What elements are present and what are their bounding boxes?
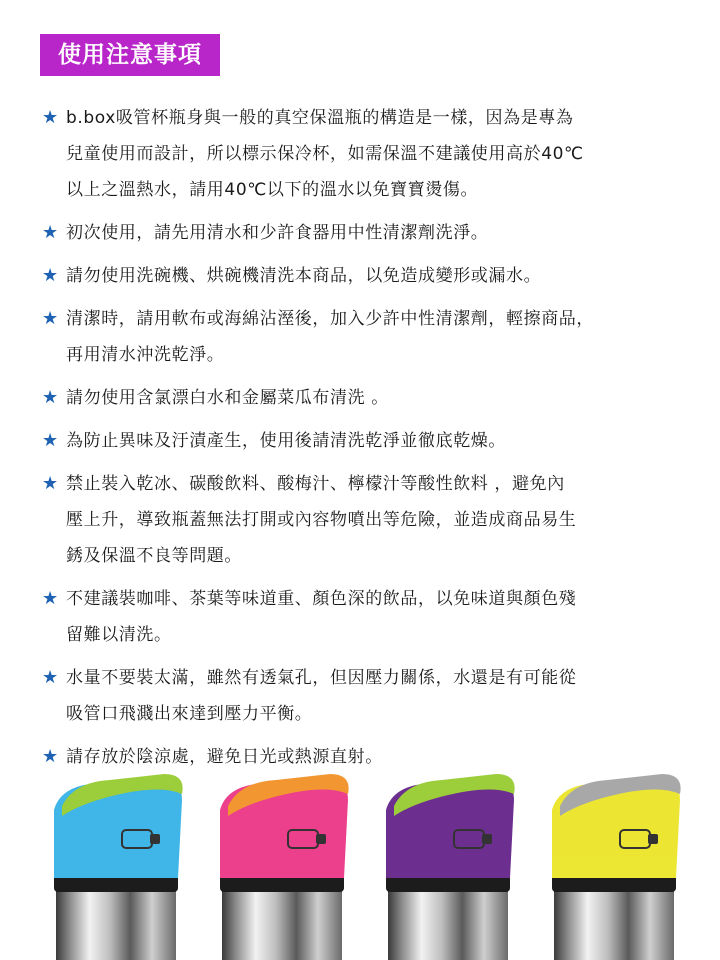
notice-text: 水量不要裝太滿，雖然有透氣孔，但因壓力關係，水還是有可能從 吸管口飛濺出來達到壓力平衡。 bbox=[66, 668, 577, 724]
list-item bbox=[42, 423, 714, 459]
list-item bbox=[42, 466, 714, 574]
notice-text: 請勿使用含氯漂白水和金屬菜瓜布清洗 。 bbox=[66, 388, 389, 408]
notice-text: 請存放於陰涼處，避免日光或熱源直射。 bbox=[66, 747, 383, 767]
star-icon: ★ bbox=[42, 107, 59, 128]
bottle bbox=[54, 774, 183, 960]
notice-text: 禁止裝入乾冰、碳酸飲料、酸梅汁、檸檬汁等酸性飲料 ，避免內 壓上升，導致瓶蓋無法打開或內容物噴出等危險，並造成商品易生 銹及保溫不良等問題。 bbox=[66, 474, 577, 566]
bottle-latch-tab bbox=[482, 834, 492, 844]
star-icon: ★ bbox=[42, 308, 59, 329]
star-icon: ★ bbox=[42, 265, 59, 286]
bottle-latch-tab bbox=[648, 834, 658, 844]
bottle-body bbox=[554, 888, 674, 960]
list-item bbox=[42, 258, 714, 294]
bottle-body bbox=[56, 888, 176, 960]
list-item bbox=[42, 660, 714, 732]
star-icon: ★ bbox=[42, 387, 59, 408]
bottle-latch-tab bbox=[316, 834, 326, 844]
list-item bbox=[42, 100, 714, 208]
notice-list bbox=[42, 100, 714, 782]
star-icon: ★ bbox=[42, 473, 59, 494]
notice-text: 清潔時，請用軟布或海綿沾溼後，加入少許中性清潔劑，輕擦商品， 再用清水沖洗乾淨。 bbox=[66, 309, 594, 365]
star-icon: ★ bbox=[42, 430, 59, 451]
bottle-cap-band bbox=[386, 856, 510, 878]
star-icon: ★ bbox=[42, 222, 59, 243]
bottle-body bbox=[222, 888, 342, 960]
notice-text: 請勿使用洗碗機、烘碗機清洗本商品，以免造成變形或漏水。 bbox=[66, 266, 542, 286]
star-icon: ★ bbox=[42, 588, 59, 609]
star-icon: ★ bbox=[42, 667, 59, 688]
list-item bbox=[42, 380, 714, 416]
notice-text: 初次使用，請先用清水和少許食器用中性清潔劑洗淨。 bbox=[66, 223, 489, 243]
list-item bbox=[42, 301, 714, 373]
bottle-cap-band bbox=[220, 856, 344, 878]
bottle bbox=[386, 774, 515, 960]
notice-text: 不建議裝咖啡、茶葉等味道重、顏色深的飲品，以免味道與顏色殘 留難以清洗。 bbox=[66, 589, 577, 645]
star-icon: ★ bbox=[42, 746, 59, 767]
notice-text: b.box吸管杯瓶身與一般的真空保溫瓶的構造是一樣，因為是專為 兒童使用而設計，所以標示保冷杯，如需保溫不建議使用高於40℃ 以上之溫熱水，請用40℃以下的溫水以免寶寶燙傷。 bbox=[66, 108, 584, 200]
list-item bbox=[42, 215, 714, 251]
list-item bbox=[42, 581, 714, 653]
bottle-cap-band bbox=[54, 856, 178, 878]
bottle-body bbox=[388, 888, 508, 960]
page-title: 使用注意事項 bbox=[40, 34, 220, 76]
notice-text: 為防止異味及汙漬產生，使用後請清洗乾淨並徹底乾燥。 bbox=[66, 431, 506, 451]
product-bottles-image bbox=[0, 760, 720, 960]
bottle bbox=[552, 774, 681, 960]
bottle-latch-tab bbox=[150, 834, 160, 844]
bottle-cap-band bbox=[552, 856, 676, 878]
bottle bbox=[220, 774, 349, 960]
